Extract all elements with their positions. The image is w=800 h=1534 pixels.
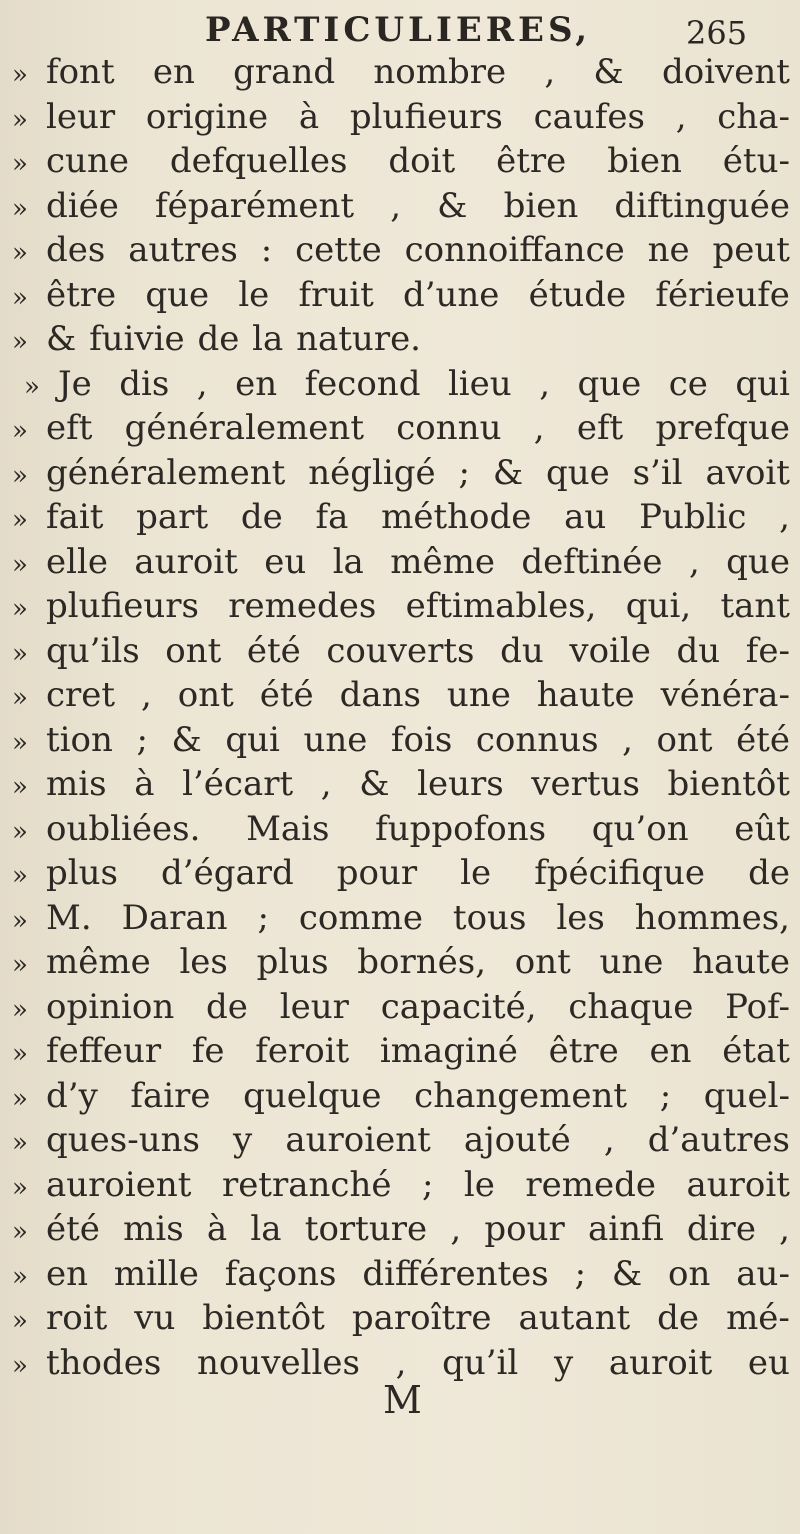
text-line xyxy=(0,987,800,1035)
quote-mark: » xyxy=(12,1350,28,1381)
quote-mark: » xyxy=(12,1172,28,1203)
text-line xyxy=(0,675,800,723)
text-line xyxy=(0,586,800,634)
line-text: qu’ils ont été couverts du voile du fe- xyxy=(46,630,790,671)
text-line xyxy=(0,1165,800,1213)
quote-mark: » xyxy=(12,104,28,135)
quote-mark: » xyxy=(12,861,28,891)
text-line xyxy=(0,898,800,946)
line-text: cret , ont été dans une haute vénéra- xyxy=(46,675,790,715)
quote-mark: » xyxy=(12,282,28,313)
quote-mark: » xyxy=(12,1039,28,1069)
quote-mark: » xyxy=(12,1306,28,1336)
line-text: roit vu bientôt paroître autant de mé- xyxy=(46,1298,790,1338)
line-text: oubliées. Mais fuppofons qu’on eût xyxy=(46,808,790,849)
line-text: leur origine à plufieurs caufes , cha- xyxy=(46,96,790,137)
line-text: des autres : cette connoiffance ne peut xyxy=(46,230,790,270)
line-text: été mis à la torture , pour ainfi dire , xyxy=(46,1209,790,1249)
line-text: plus d’égard pour le fpécifique de xyxy=(46,853,790,893)
quote-mark: » xyxy=(12,1083,28,1114)
text-line xyxy=(0,764,800,812)
line-text: auroient retranché ; le remede auroit xyxy=(46,1164,790,1205)
text-line xyxy=(0,275,800,323)
line-text: fait part de fa méthode au Public , xyxy=(46,497,790,537)
line-text: généralement négligé ; & que s’il avoit xyxy=(46,452,790,493)
quote-mark: » xyxy=(12,727,28,758)
quote-mark: » xyxy=(12,327,28,357)
text-line xyxy=(0,1031,800,1079)
text-line xyxy=(0,497,800,545)
quote-mark: » xyxy=(12,638,28,669)
line-text: font en grand nombre , & doivent xyxy=(46,52,790,92)
text-line xyxy=(0,542,800,590)
line-text: Je dis , en fecond lieu , que ce qui xyxy=(58,363,790,404)
quote-mark: » xyxy=(12,1128,28,1158)
quote-mark: » xyxy=(12,1217,28,1247)
line-text: opinion de leur capacité, chaque Pof- xyxy=(46,986,790,1027)
text-line xyxy=(0,1209,800,1257)
line-text: être que le fruit d’une étude férieufe xyxy=(46,274,790,315)
text-line xyxy=(0,853,800,901)
text-line xyxy=(0,1254,800,1302)
text-line xyxy=(0,141,800,189)
quote-mark: » xyxy=(12,416,28,446)
text-line xyxy=(0,408,800,456)
line-text: eft généralement connu , eft prefque xyxy=(46,408,790,448)
text-line xyxy=(0,453,800,501)
quote-mark: » xyxy=(12,549,28,580)
quote-mark: » xyxy=(12,772,28,802)
text-line xyxy=(0,809,800,857)
text-line xyxy=(0,942,800,990)
quote-mark: » xyxy=(12,1261,28,1292)
text-line xyxy=(0,720,800,768)
quote-mark: » xyxy=(12,460,28,491)
text-line xyxy=(0,1120,800,1168)
text-line xyxy=(0,1076,800,1124)
text-line xyxy=(0,364,800,412)
quote-mark: » xyxy=(12,149,28,179)
text-line xyxy=(0,230,800,278)
quote-mark: » xyxy=(12,905,28,936)
quote-mark: » xyxy=(12,994,28,1025)
quote-mark: » xyxy=(12,950,28,980)
quote-mark: » xyxy=(24,371,40,402)
quote-mark: » xyxy=(12,505,28,535)
line-text: M. Daran ; comme tous les hommes, xyxy=(46,897,790,938)
line-text: en mille façons différentes ; & on au- xyxy=(46,1253,790,1294)
text-line xyxy=(0,1298,800,1346)
line-text: feffeur fe feroit imaginé être en état xyxy=(46,1031,790,1071)
line-text: tion ; & qui une fois connus , ont été xyxy=(46,719,790,760)
line-text: elle auroit eu la même deftinée , que xyxy=(46,541,790,582)
signature-mark: M xyxy=(383,1378,422,1422)
text-line xyxy=(0,631,800,679)
line-text: ques-uns y auroient ajouté , d’autres xyxy=(46,1120,790,1160)
line-text: thodes nouvelles , qu’il y auroit eu xyxy=(46,1342,790,1383)
text-line xyxy=(0,97,800,145)
page-number: 265 xyxy=(686,14,748,52)
line-text: même les plus bornés, ont une haute xyxy=(46,942,790,982)
quote-mark: » xyxy=(12,683,28,713)
line-text: diée féparément , & bien diftinguée xyxy=(46,185,790,226)
line-text: & fuivie de la nature. xyxy=(46,319,421,359)
quote-mark: » xyxy=(12,816,28,847)
running-title: PARTICULIERES, xyxy=(205,10,592,50)
line-text: d’y faire quelque changement ; quel- xyxy=(46,1075,790,1116)
line-text: mis à l’écart , & leurs vertus bientôt xyxy=(46,764,790,804)
line-text: cune defquelles doit être bien étu- xyxy=(46,141,790,181)
text-line xyxy=(0,186,800,234)
text-line xyxy=(0,52,800,100)
quote-mark: » xyxy=(12,594,28,624)
line-text: plufieurs remedes eftimables, qui, tant xyxy=(46,586,790,626)
quote-mark: » xyxy=(12,238,28,268)
text-line xyxy=(0,319,800,367)
quote-mark: » xyxy=(12,60,28,90)
quote-mark: » xyxy=(12,193,28,224)
